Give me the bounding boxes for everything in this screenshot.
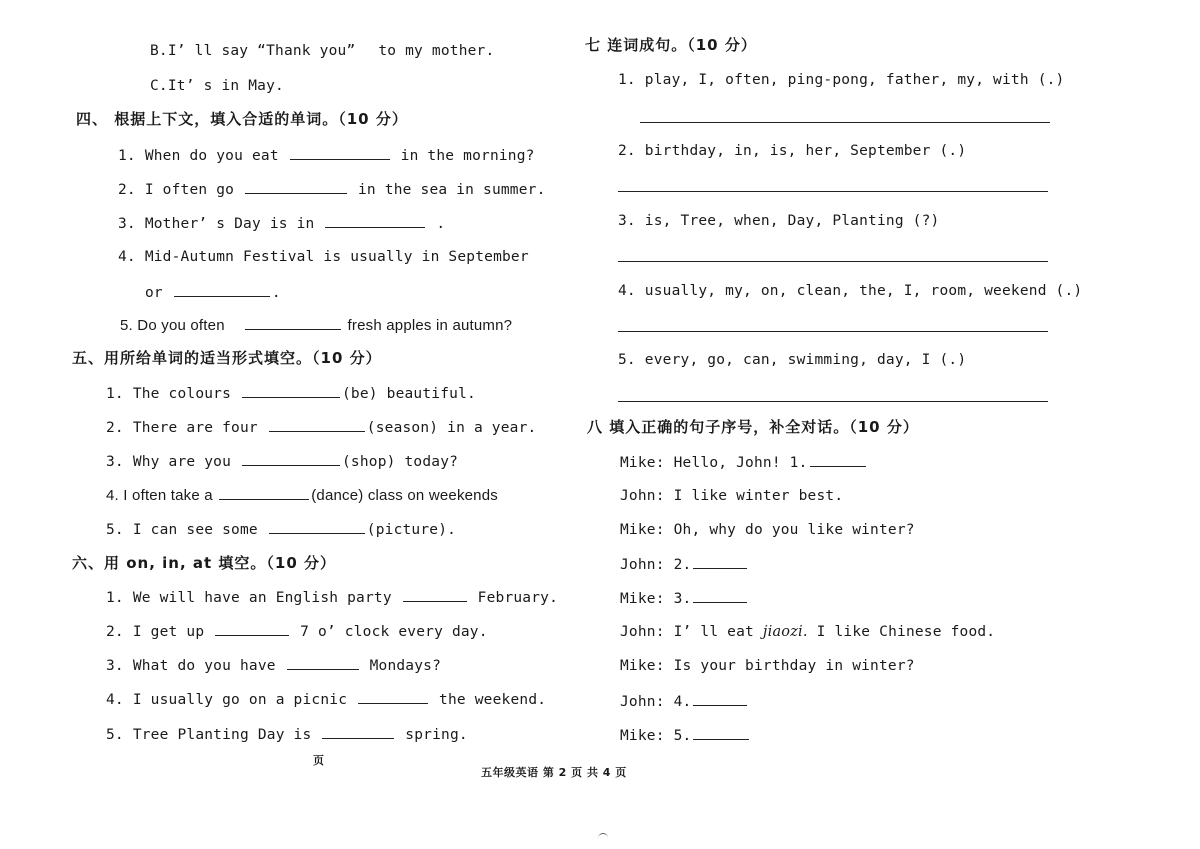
- q-text-after: spring.: [405, 727, 468, 743]
- footer-page-mark: 页: [313, 754, 325, 767]
- speaker: John:: [620, 557, 665, 573]
- answer-blank[interactable]: [325, 213, 425, 228]
- dialogue-text: 3.: [673, 591, 692, 607]
- sec5-q4: [106, 485, 498, 506]
- q-text: Why are you: [132, 454, 232, 470]
- sec6-q5: [106, 724, 468, 745]
- q-text: Mid-Autumn Festival is usually in September: [144, 249, 529, 265]
- footer-page-info: 五年级英语 第 2 页 共 4 页: [481, 766, 627, 779]
- answer-blank[interactable]: [245, 315, 341, 330]
- dialogue-text: 2.: [673, 557, 692, 573]
- q-text-after: fresh apples in autumn?: [347, 317, 513, 334]
- q-text: We will have an English party: [132, 590, 392, 606]
- answer-blank[interactable]: [242, 451, 340, 466]
- sec4-q4: [118, 247, 529, 267]
- q-number: 2.: [106, 420, 124, 436]
- dialogue-line-4: [620, 554, 749, 575]
- speaker: John:: [620, 488, 665, 504]
- q-text-after: (picture).: [366, 522, 457, 538]
- q-text-after: the weekend.: [439, 692, 547, 708]
- q-text: The colours: [132, 386, 232, 402]
- q-text-after: (dance) class on weekends: [311, 487, 498, 504]
- section-7-heading: 七 连词成句。（10 分）: [585, 36, 757, 54]
- answer-line[interactable]: [618, 261, 1048, 262]
- dialogue-text: Hello, John! 1.: [673, 455, 808, 471]
- dialogue-text: 5.: [673, 728, 692, 744]
- q-text-after: .: [436, 216, 446, 232]
- q-text-after: in the morning?: [400, 148, 535, 164]
- dialogue-line-1: [620, 452, 868, 473]
- answer-blank[interactable]: [810, 452, 866, 467]
- sec7-q1: 1. play, I, often, ping-pong, father, my, with (.): [618, 72, 1065, 88]
- answer-line[interactable]: [640, 122, 1050, 123]
- option-b: [150, 41, 494, 61]
- section-4-heading: 四、 根据上下文，填入合适的单词。（10 分）: [76, 110, 408, 128]
- answer-blank[interactable]: [269, 417, 365, 432]
- q-number: 3.: [118, 216, 136, 232]
- q-text: or: [145, 285, 163, 301]
- answer-blank[interactable]: [219, 485, 309, 500]
- answer-blank[interactable]: [245, 179, 347, 194]
- q-number: 3.: [106, 658, 124, 674]
- dialogue-text: Oh, why do you like winter?: [673, 522, 915, 538]
- sec6-q4: [106, 689, 546, 710]
- sec5-q2: [106, 417, 536, 438]
- binding-mark: [598, 833, 608, 839]
- dialogue-line-3: [620, 520, 915, 540]
- answer-blank[interactable]: [693, 725, 749, 740]
- answer-blank[interactable]: [322, 724, 394, 739]
- sec6-q1: [106, 587, 558, 608]
- speaker: Mike:: [620, 591, 665, 607]
- answer-line[interactable]: [618, 331, 1048, 332]
- q-text: There are four: [132, 420, 258, 436]
- sec4-q5: [120, 315, 512, 336]
- dialogue-line-5: [620, 588, 749, 609]
- q-number: 1.: [106, 386, 124, 402]
- dialogue-line-8: [620, 691, 749, 712]
- q-text-after: in the sea in summer.: [358, 182, 546, 198]
- q-text: I get up: [132, 624, 205, 640]
- section-8-heading: 八 填入正确的句子序号，补全对话。（10 分）: [587, 418, 919, 436]
- dialogue-text-rest: I like Chinese food.: [816, 624, 996, 640]
- speaker: Mike:: [620, 522, 665, 538]
- dialogue-text: 4.: [673, 694, 692, 710]
- answer-blank[interactable]: [693, 691, 747, 706]
- sec5-q3: [106, 451, 458, 472]
- answer-blank[interactable]: [174, 282, 270, 297]
- speaker: Mike:: [620, 728, 665, 744]
- q-text: I usually go on a picnic: [132, 692, 348, 708]
- answer-blank[interactable]: [287, 655, 359, 670]
- q-text-after: (season) in a year.: [366, 420, 537, 436]
- speaker: Mike:: [620, 658, 665, 674]
- answer-blank[interactable]: [290, 145, 390, 160]
- option-b-text: B.I’ ll say “Thank you”: [150, 43, 356, 59]
- q-text-after: (be) beautiful.: [341, 386, 476, 402]
- sec6-q3: [106, 655, 441, 676]
- answer-blank[interactable]: [242, 383, 340, 398]
- q-text: I often take a: [123, 487, 213, 504]
- q-text: I often go: [144, 182, 235, 198]
- q-number: 4.: [106, 692, 124, 708]
- section-6-heading: 六、用 on, in, at 填空。（10 分）: [72, 554, 336, 572]
- q-text: I can see some: [132, 522, 258, 538]
- q-number: 3.: [106, 454, 124, 470]
- option-b-suffix: to my mother.: [378, 43, 495, 59]
- answer-blank[interactable]: [693, 554, 747, 569]
- speaker: John:: [620, 694, 665, 710]
- answer-blank[interactable]: [269, 519, 365, 534]
- q-number: 5.: [106, 727, 124, 743]
- answer-blank[interactable]: [403, 587, 467, 602]
- q-text: Tree Planting Day is: [132, 727, 312, 743]
- sec6-q2: [106, 621, 488, 642]
- q-text-after: (shop) today?: [341, 454, 459, 470]
- dialogue-text: I like winter best.: [673, 488, 844, 504]
- q-text-after: .: [271, 285, 281, 301]
- q-number: 4.: [106, 487, 119, 504]
- q-number: 2.: [106, 624, 124, 640]
- sec7-q5: 5. every, go, can, swimming, day, I (.): [618, 352, 967, 368]
- sec5-q5: [106, 519, 456, 540]
- speaker: Mike:: [620, 455, 665, 471]
- option-c: C.It’ s in May.: [150, 78, 284, 94]
- dialogue-italic-word: jiaozi.: [762, 624, 808, 640]
- speaker: John:: [620, 624, 665, 640]
- sec5-q1: [106, 383, 476, 404]
- sec7-q3: 3. is, Tree, when, Day, Planting (?): [618, 213, 940, 229]
- q-text: When do you eat: [144, 148, 279, 164]
- q-text-after: Mondays?: [369, 658, 442, 674]
- sec4-q2: [118, 179, 546, 200]
- q-text-after: 7 o’ clock every day.: [300, 624, 488, 640]
- dialogue-text: I’ ll eat: [673, 624, 754, 640]
- answer-blank[interactable]: [693, 588, 747, 603]
- dialogue-text: Is your birthday in winter?: [673, 658, 915, 674]
- q-text: Mother’ s Day is in: [144, 216, 315, 232]
- sec7-q4: 4. usually, my, on, clean, the, I, room, weekend (.): [618, 283, 1083, 299]
- answer-blank[interactable]: [358, 689, 428, 704]
- answer-line[interactable]: [618, 401, 1048, 402]
- sec4-q3: [118, 213, 445, 234]
- sec7-q2: 2. birthday, in, is, her, September (.): [618, 143, 967, 159]
- dialogue-line-6: [620, 622, 995, 642]
- q-text: What do you have: [132, 658, 276, 674]
- sec4-q4-cont: [145, 282, 281, 303]
- dialogue-line-9: [620, 725, 751, 746]
- q-number: 2.: [118, 182, 136, 198]
- q-number: 1.: [106, 590, 124, 606]
- q-text: Do you often: [137, 317, 225, 334]
- q-number: 5.: [120, 317, 133, 334]
- q-number: 5.: [106, 522, 124, 538]
- answer-line[interactable]: [618, 191, 1048, 192]
- section-5-heading: 五、用所给单词的适当形式填空。（10 分）: [72, 349, 382, 367]
- q-number: 4.: [118, 249, 136, 265]
- q-text-after: February.: [477, 590, 559, 606]
- q-number: 1.: [118, 148, 136, 164]
- answer-blank[interactable]: [215, 621, 289, 636]
- sec4-q1: [118, 145, 535, 166]
- dialogue-line-7: [620, 656, 915, 676]
- dialogue-line-2: [620, 486, 843, 506]
